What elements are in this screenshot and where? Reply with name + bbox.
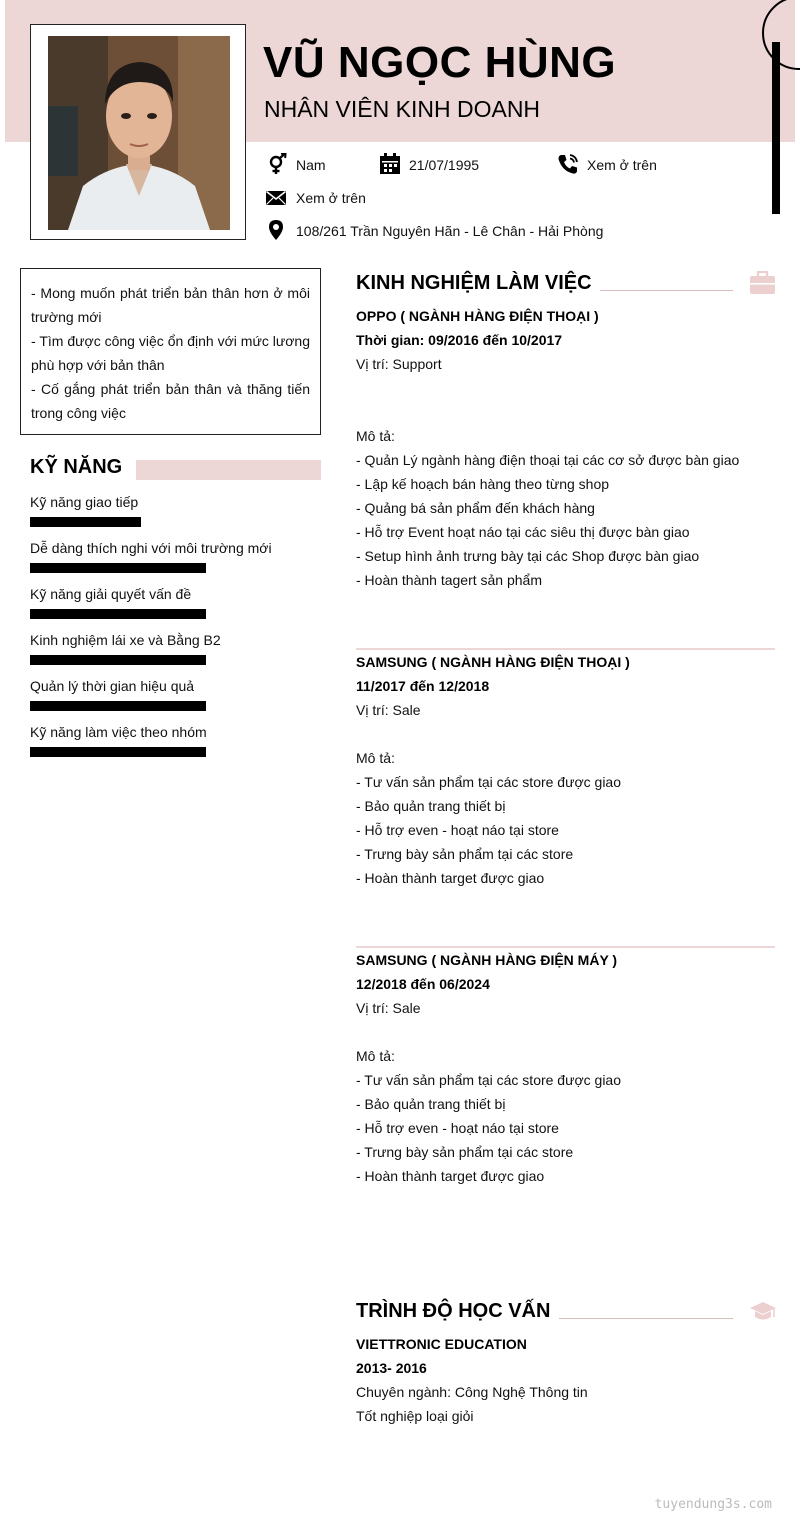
gender-icon [265, 153, 287, 180]
skill-name: Kỹ năng giao tiếp [30, 494, 139, 510]
skill-name: Kỹ năng giải quyết vấn đề [30, 586, 192, 602]
job-title: NHÂN VIÊN KINH DOANH [264, 96, 541, 122]
watermark: tuyendung3s.com [654, 1497, 772, 1512]
job-task: - Tư vấn sản phẩm tại các store được giao [356, 774, 622, 790]
job-task-list [356, 770, 621, 890]
experience-heading: KINH NGHIỆM LÀM VIỆC [356, 272, 592, 294]
location-pin-icon [265, 219, 287, 246]
email-icon [265, 187, 287, 214]
candidate-name: VŨ NGỌC HÙNG [263, 38, 617, 87]
job-task: - Lập kế hoạch bán hàng theo từng shop [356, 476, 610, 492]
skill-bar [30, 609, 206, 619]
job-task: - Hỗ trợ even - hoạt náo tại store [356, 1120, 559, 1136]
education-major: Chuyên ngành: Công Nghệ Thông tin [356, 1384, 588, 1400]
career-objective [20, 268, 321, 435]
job-task: - Quản Lý ngành hàng điện thoại tại các cơ sở được bàn giao [356, 452, 740, 468]
job-period: 12/2018 đến 06/2024 [356, 976, 490, 992]
job-task: - Hoàn thành target được giao [356, 1168, 545, 1184]
skill-bar [30, 563, 206, 573]
job-description-label: Mô tả: [356, 750, 395, 766]
job-period: Thời gian: 09/2016 đến 10/2017 [356, 332, 563, 348]
job-task: - Quảng bá sản phẩm đến khách hàng [356, 500, 595, 516]
avatar [48, 36, 230, 230]
objective-line: - Mong muốn phát triển bản thân hơn ở môi trường mới [31, 285, 310, 325]
phone-value: Xem ở trên [587, 157, 657, 173]
education-heading: TRÌNH ĐỘ HỌC VẤN [356, 1300, 551, 1322]
experience-heading-line [600, 290, 733, 291]
job-task: - Tư vấn sản phẩm tại các store được giao [356, 1072, 622, 1088]
skill-bar [30, 747, 206, 757]
job-company: OPPO ( NGÀNH HÀNG ĐIỆN THOẠI ) [356, 308, 599, 324]
job-task: - Hoàn thành target được giao [356, 870, 545, 886]
job-task-list [356, 1068, 621, 1188]
job-company: SAMSUNG ( NGÀNH HÀNG ĐIỆN THOẠI ) [356, 654, 630, 670]
job-period: 11/2017 đến 12/2018 [356, 678, 490, 694]
job-task: - Hỗ trợ Event hoạt náo tại các siêu thị được bàn giao [356, 524, 690, 540]
graduation-cap-icon [749, 1300, 777, 1327]
education-school: VIETTRONIC EDUCATION [356, 1336, 527, 1352]
skill-name: Kinh nghiệm lái xe và Bằng B2 [30, 632, 221, 648]
skill-name: Dễ dàng thích nghi với môi trường mới [30, 540, 272, 556]
decorative-bar [772, 42, 780, 214]
job-task: - Hoàn thành tagert sản phẩm [356, 572, 543, 588]
job-company: SAMSUNG ( NGÀNH HÀNG ĐIỆN MÁY ) [356, 952, 618, 968]
job-position: Vị trí: Sale [356, 702, 421, 718]
gender-value: Nam [296, 157, 326, 173]
education-period: 2013- 2016 [356, 1360, 427, 1376]
job-position: Vị trí: Support [356, 356, 442, 372]
birthday-value: 21/07/1995 [409, 157, 480, 173]
calendar-icon [379, 153, 401, 180]
objective-line: - Cố gắng phát triển bản thân và thăng tiến trong công việc [31, 381, 310, 421]
education-heading-line [559, 1318, 733, 1319]
skill-bar [30, 701, 206, 711]
address-value: 108/261 Trần Nguyên Hãn - Lê Chân - Hải Phòng [296, 223, 604, 239]
objective-line: - Tìm được công việc ổn định với mức lương phù hợp với bản thân [31, 333, 310, 373]
job-description-label: Mô tả: [356, 428, 395, 444]
job-task: - Bảo quản trang thiết bị [356, 798, 506, 814]
job-task: - Hỗ trợ even - hoạt náo tại store [356, 822, 559, 838]
job-task-list [356, 448, 739, 592]
skill-name: Kỹ năng làm việc theo nhóm [30, 724, 207, 740]
phone-icon [557, 153, 579, 180]
email-value: Xem ở trên [296, 190, 366, 206]
job-task: - Bảo quản trang thiết bị [356, 1096, 506, 1112]
job-position: Vị trí: Sale [356, 1000, 421, 1016]
skills-heading-band [136, 460, 321, 480]
skills-heading: KỸ NĂNG [30, 456, 123, 478]
skill-bar [30, 655, 206, 665]
job-task: - Trưng bày sản phẩm tại các store [356, 846, 574, 862]
skill-name: Quản lý thời gian hiệu quả [30, 678, 195, 694]
job-task: - Setup hình ảnh trưng bày tại các Shop được bàn giao [356, 548, 700, 564]
education-result: Tốt nghiệp loại giỏi [356, 1408, 474, 1424]
skill-bar [30, 517, 141, 527]
job-description-label: Mô tả: [356, 1048, 395, 1064]
job-task: - Trưng bày sản phẩm tại các store [356, 1144, 574, 1160]
briefcase-icon [749, 271, 776, 300]
